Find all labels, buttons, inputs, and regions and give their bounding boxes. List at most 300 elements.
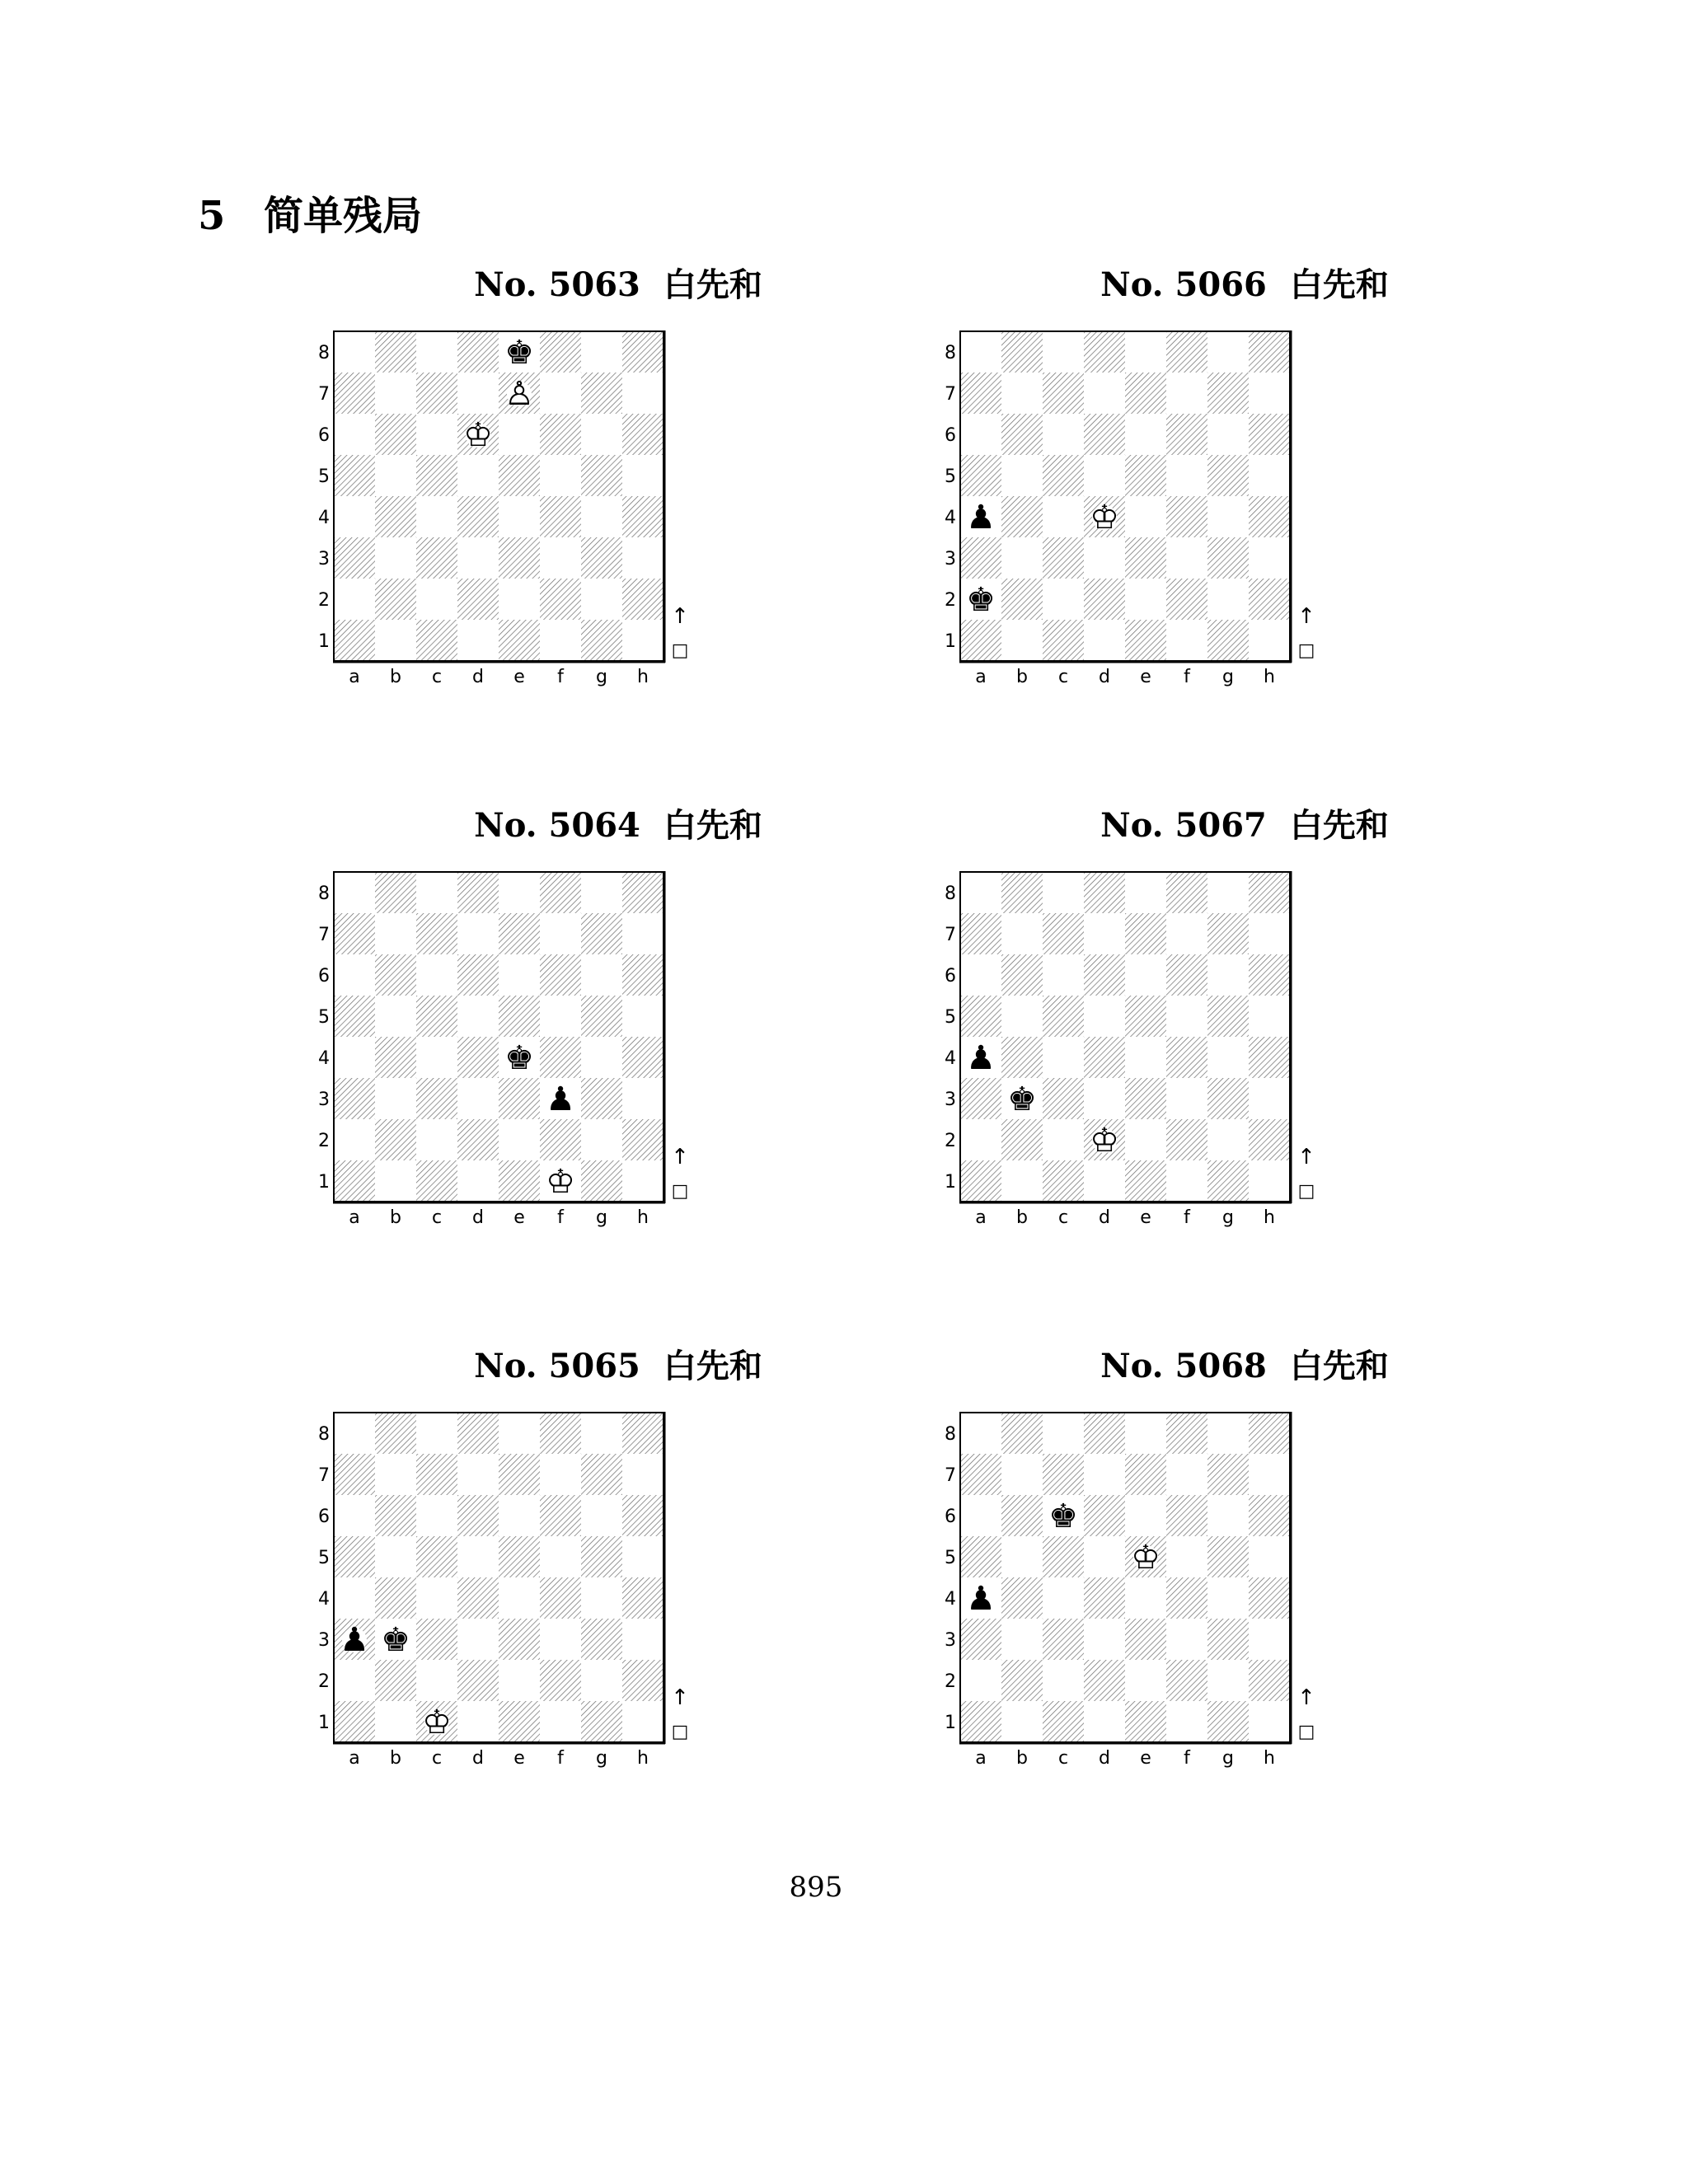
board-square-c3 — [1043, 1619, 1084, 1660]
board-square-b3 — [1001, 537, 1043, 579]
white-king-icon: ♔ — [546, 1163, 575, 1201]
board-square-d8 — [457, 331, 499, 373]
board-square-a6 — [334, 954, 375, 996]
rank-label: 6 — [318, 1507, 330, 1527]
board-square-c4 — [1043, 1037, 1084, 1078]
board-square-g8 — [581, 1413, 622, 1454]
board-square-b6 — [375, 414, 416, 455]
board-square-f6 — [1166, 414, 1207, 455]
board-square-a1 — [334, 1160, 375, 1202]
board-square-a2 — [334, 1660, 375, 1701]
board-square-d7 — [1084, 1454, 1125, 1495]
board-square-h1 — [622, 1701, 663, 1742]
board-square-a1 — [960, 1160, 1001, 1202]
board-square-h2 — [622, 1660, 663, 1701]
file-label: g — [596, 1748, 607, 1769]
board-square-e8 — [1125, 1413, 1166, 1454]
board-square-h2 — [1249, 1660, 1290, 1701]
board-square-c2 — [1043, 1119, 1084, 1160]
board-square-h2 — [1249, 579, 1290, 620]
board-square-f6 — [540, 1495, 581, 1536]
board-square-a8 — [960, 1413, 1001, 1454]
board-square-b8 — [375, 1413, 416, 1454]
board-square-f5 — [540, 996, 581, 1037]
board-square-c5 — [416, 1536, 457, 1577]
board-square-f4 — [1166, 496, 1207, 537]
board-square-e2 — [499, 1119, 540, 1160]
page-number: 895 — [789, 1871, 843, 1904]
board-square-g5 — [1207, 455, 1249, 496]
black-king-icon: ♚ — [1007, 1080, 1037, 1118]
board-square-b4 — [375, 1037, 416, 1078]
board-square-f7 — [1166, 1454, 1207, 1495]
board-square-d2 — [457, 579, 499, 620]
file-label: f — [557, 667, 564, 687]
chess-diagram-5063 — [318, 262, 907, 687]
file-label: e — [1140, 1207, 1151, 1228]
rank-label: 7 — [945, 925, 956, 945]
board-square-c1 — [1043, 1701, 1084, 1742]
board-square-c2 — [1043, 579, 1084, 620]
board-square-e2 — [1125, 1119, 1166, 1160]
board-square-f2 — [1166, 1660, 1207, 1701]
board-square-f7 — [540, 913, 581, 954]
board-square-f8 — [540, 1413, 581, 1454]
board-square-h2 — [1249, 1119, 1290, 1160]
black-pawn-icon: ♟ — [546, 1080, 575, 1118]
file-label: a — [349, 667, 360, 687]
board-square-b4 — [375, 496, 416, 537]
file-label: e — [1140, 667, 1151, 687]
board-square-g7 — [1207, 913, 1249, 954]
file-label: h — [1264, 667, 1275, 687]
board-square-b1 — [1001, 1160, 1043, 1202]
white-to-move-icon: □ — [1297, 1722, 1315, 1742]
board-square-e8 — [1125, 872, 1166, 913]
board-square-e4 — [1125, 496, 1166, 537]
board-square-b7 — [375, 913, 416, 954]
board-square-a7 — [334, 1454, 375, 1495]
board-square-a2 — [960, 1660, 1001, 1701]
rank-label: 7 — [318, 384, 330, 405]
chess-diagram-5066 — [945, 262, 1533, 687]
board-square-f4 — [1166, 1577, 1207, 1619]
board-square-h1 — [1249, 1701, 1290, 1742]
board-square-d4 — [457, 496, 499, 537]
board-square-f7 — [540, 1454, 581, 1495]
side-to-move-arrow-icon: ↑ — [1297, 604, 1315, 629]
board-square-h4 — [622, 1577, 663, 1619]
board-square-e5 — [1125, 996, 1166, 1037]
board-square-b2 — [1001, 1660, 1043, 1701]
board-square-e3 — [499, 537, 540, 579]
file-label: d — [1099, 1748, 1110, 1769]
diagram-stipulation: 白先和 — [1289, 266, 1389, 304]
board-square-g1 — [581, 1701, 622, 1742]
side-to-move-arrow-icon: ↑ — [1297, 1685, 1315, 1710]
board-square-e3 — [499, 1078, 540, 1119]
board-square-h5 — [622, 996, 663, 1037]
board-square-a1 — [334, 1701, 375, 1742]
board-square-b4 — [1001, 1037, 1043, 1078]
file-label: h — [637, 667, 649, 687]
rank-label: 6 — [318, 425, 330, 446]
board-square-a6 — [334, 414, 375, 455]
board-square-d5 — [1084, 996, 1125, 1037]
board-square-c5 — [416, 455, 457, 496]
board-square-a8 — [334, 872, 375, 913]
board-square-e5 — [499, 996, 540, 1037]
board-square-g2 — [1207, 1660, 1249, 1701]
board-square-e8 — [499, 872, 540, 913]
board-square-g5 — [1207, 1536, 1249, 1577]
diagram-number: No. 5066 — [1100, 265, 1267, 304]
rank-label: 8 — [318, 883, 330, 904]
board-square-h3 — [622, 1619, 663, 1660]
board-square-h1 — [1249, 1160, 1290, 1202]
board-square-f8 — [1166, 331, 1207, 373]
board-square-f8 — [540, 331, 581, 373]
white-king-icon: ♔ — [463, 416, 493, 454]
file-label: d — [1099, 667, 1110, 687]
board-square-g2 — [1207, 579, 1249, 620]
board-square-f2 — [540, 1119, 581, 1160]
board-square-c6 — [1043, 954, 1084, 996]
file-label: b — [1016, 667, 1028, 687]
board-square-b5 — [375, 996, 416, 1037]
board-square-e4 — [1125, 1037, 1166, 1078]
diagram-stipulation: 白先和 — [663, 807, 762, 845]
board-square-g6 — [1207, 954, 1249, 996]
file-label: a — [975, 1207, 987, 1228]
board-square-g2 — [581, 579, 622, 620]
board-square-d7 — [457, 373, 499, 414]
board-square-a2 — [334, 1119, 375, 1160]
board-square-b6 — [1001, 1495, 1043, 1536]
board-square-g6 — [581, 954, 622, 996]
rank-label: 3 — [318, 1630, 330, 1651]
board-square-d2 — [457, 1660, 499, 1701]
board-square-b2 — [1001, 579, 1043, 620]
board-square-h7 — [622, 1454, 663, 1495]
rank-label: 2 — [318, 1671, 330, 1692]
board-square-d4 — [1084, 1577, 1125, 1619]
board-square-d6 — [1084, 954, 1125, 996]
rank-label: 6 — [945, 966, 956, 987]
board-square-h8 — [1249, 331, 1290, 373]
board-square-h3 — [622, 1078, 663, 1119]
board-square-f4 — [1166, 1037, 1207, 1078]
board-square-h8 — [622, 1413, 663, 1454]
diagram-stipulation: 白先和 — [663, 266, 762, 304]
board-square-a4 — [334, 1037, 375, 1078]
file-label: g — [1222, 1748, 1234, 1769]
board-square-a5 — [334, 455, 375, 496]
board-square-h4 — [622, 1037, 663, 1078]
file-label: f — [557, 1207, 564, 1228]
board-square-a6 — [960, 1495, 1001, 1536]
board-square-c5 — [416, 996, 457, 1037]
white-to-move-icon: □ — [1297, 1181, 1315, 1202]
board-square-h7 — [1249, 913, 1290, 954]
board-square-f1 — [1166, 620, 1207, 661]
diagram-number: No. 5064 — [474, 806, 640, 845]
board-square-e6 — [1125, 414, 1166, 455]
black-pawn-icon: ♟ — [966, 1039, 996, 1077]
board-square-h3 — [1249, 537, 1290, 579]
board-square-g1 — [1207, 1701, 1249, 1742]
board-square-e5 — [499, 1536, 540, 1577]
board-square-h4 — [1249, 1037, 1290, 1078]
file-label: a — [975, 667, 987, 687]
file-label: g — [596, 1207, 607, 1228]
rank-label: 4 — [945, 1589, 956, 1610]
rank-label: 6 — [945, 1507, 956, 1527]
board-square-b8 — [375, 872, 416, 913]
board-square-b8 — [1001, 872, 1043, 913]
board-square-h6 — [1249, 414, 1290, 455]
file-label: b — [390, 667, 401, 687]
board-square-f1 — [1166, 1701, 1207, 1742]
board-square-g2 — [1207, 1119, 1249, 1160]
board-square-b5 — [375, 455, 416, 496]
board-square-c4 — [416, 496, 457, 537]
board-square-g1 — [581, 620, 622, 661]
file-label: f — [1184, 1207, 1190, 1228]
board-square-e2 — [1125, 1660, 1166, 1701]
board-square-f3 — [540, 1619, 581, 1660]
board-square-d5 — [457, 455, 499, 496]
board-square-c7 — [416, 1454, 457, 1495]
board-square-e5 — [499, 455, 540, 496]
file-label: a — [975, 1748, 987, 1769]
rank-label: 6 — [945, 425, 956, 446]
board-square-h1 — [622, 620, 663, 661]
rank-label: 4 — [945, 1048, 956, 1069]
board-square-c1 — [416, 1160, 457, 1202]
file-label: c — [1057, 1207, 1069, 1228]
board-square-e1 — [499, 1701, 540, 1742]
board-square-b8 — [1001, 331, 1043, 373]
board-square-g6 — [581, 1495, 622, 1536]
white-to-move-icon: □ — [671, 1722, 689, 1742]
board-square-h6 — [622, 414, 663, 455]
board-square-c4 — [1043, 496, 1084, 537]
board-square-g4 — [1207, 1037, 1249, 1078]
board-square-g4 — [1207, 496, 1249, 537]
board-square-d5 — [457, 996, 499, 1037]
board-square-g8 — [1207, 1413, 1249, 1454]
board-square-h5 — [1249, 1536, 1290, 1577]
board-square-b2 — [375, 579, 416, 620]
board-square-a7 — [960, 373, 1001, 414]
board-square-g7 — [581, 373, 622, 414]
board-square-c3 — [1043, 1078, 1084, 1119]
board-square-h7 — [622, 913, 663, 954]
rank-label: 3 — [318, 1090, 330, 1110]
board-square-f3 — [1166, 1619, 1207, 1660]
board-square-h5 — [622, 455, 663, 496]
file-label: d — [1099, 1207, 1110, 1228]
board-square-e3 — [1125, 1078, 1166, 1119]
rank-label: 8 — [318, 1424, 330, 1445]
rank-label: 5 — [318, 466, 330, 487]
board-square-c5 — [1043, 996, 1084, 1037]
board-square-d6 — [457, 954, 499, 996]
board-square-c8 — [416, 1413, 457, 1454]
board-square-a1 — [334, 620, 375, 661]
rank-label: 1 — [318, 1172, 330, 1193]
board-square-c4 — [1043, 1577, 1084, 1619]
board-square-g8 — [1207, 872, 1249, 913]
board-square-a6 — [334, 1495, 375, 1536]
board-square-a8 — [334, 331, 375, 373]
board-square-c3 — [416, 1078, 457, 1119]
board-square-d4 — [457, 1037, 499, 1078]
board-square-c4 — [416, 1037, 457, 1078]
board-square-d7 — [1084, 373, 1125, 414]
board-square-b7 — [375, 1454, 416, 1495]
black-pawn-icon: ♟ — [966, 499, 996, 537]
board-square-c8 — [416, 872, 457, 913]
file-label: f — [557, 1748, 564, 1769]
board-square-f5 — [1166, 996, 1207, 1037]
board-square-e2 — [1125, 579, 1166, 620]
board-square-f6 — [1166, 1495, 1207, 1536]
board-square-d7 — [1084, 913, 1125, 954]
board-square-a8 — [334, 1413, 375, 1454]
board-square-c6 — [416, 414, 457, 455]
board-square-c3 — [416, 1619, 457, 1660]
board-square-f4 — [540, 496, 581, 537]
file-label: e — [513, 667, 525, 687]
board-square-f8 — [1166, 872, 1207, 913]
board-square-b7 — [375, 373, 416, 414]
board-square-g2 — [581, 1119, 622, 1160]
board-square-f6 — [1166, 954, 1207, 996]
board-square-b7 — [1001, 1454, 1043, 1495]
board-square-c5 — [1043, 455, 1084, 496]
file-label: d — [472, 1207, 484, 1228]
board-square-b4 — [1001, 496, 1043, 537]
board-square-c7 — [1043, 913, 1084, 954]
board-square-g3 — [1207, 1619, 1249, 1660]
rank-label: 8 — [945, 1424, 956, 1445]
board-square-d3 — [1084, 1619, 1125, 1660]
file-label: c — [431, 1207, 443, 1228]
diagram-number: No. 5068 — [1100, 1347, 1267, 1385]
board-square-e6 — [499, 1495, 540, 1536]
black-king-icon: ♚ — [504, 1039, 534, 1077]
board-square-b3 — [375, 1078, 416, 1119]
board-square-d3 — [457, 1619, 499, 1660]
rank-label: 2 — [945, 1671, 956, 1692]
white-king-icon: ♔ — [1090, 1122, 1119, 1160]
board-square-h7 — [1249, 1454, 1290, 1495]
rank-label: 1 — [318, 631, 330, 652]
board-square-b1 — [375, 620, 416, 661]
board-square-b4 — [375, 1577, 416, 1619]
board-square-e1 — [1125, 620, 1166, 661]
board-square-f8 — [540, 872, 581, 913]
board-square-b1 — [1001, 1701, 1043, 1742]
board-square-f5 — [1166, 455, 1207, 496]
file-label: f — [1184, 1748, 1190, 1769]
board-square-f4 — [540, 1577, 581, 1619]
board-square-a8 — [960, 331, 1001, 373]
chessboard — [945, 1343, 1533, 1769]
section-title: 简单残局 — [264, 193, 423, 239]
section-number: 5 — [198, 193, 226, 239]
board-square-g3 — [1207, 537, 1249, 579]
rank-label: 6 — [318, 966, 330, 987]
file-label: f — [1184, 667, 1190, 687]
rank-label: 1 — [945, 631, 956, 652]
board-square-b5 — [375, 1536, 416, 1577]
board-square-h6 — [1249, 954, 1290, 996]
chessboard — [318, 803, 907, 1228]
board-square-h6 — [622, 954, 663, 996]
board-square-g6 — [581, 414, 622, 455]
board-square-h8 — [1249, 1413, 1290, 1454]
board-square-b2 — [1001, 1119, 1043, 1160]
board-square-d1 — [1084, 1701, 1125, 1742]
board-square-d2 — [1084, 1660, 1125, 1701]
board-square-a2 — [334, 579, 375, 620]
board-square-f6 — [540, 954, 581, 996]
file-label: a — [349, 1207, 360, 1228]
rank-label: 1 — [945, 1713, 956, 1733]
board-square-e7 — [499, 1454, 540, 1495]
board-square-c2 — [416, 579, 457, 620]
file-label: a — [349, 1748, 360, 1769]
rank-label: 2 — [945, 590, 956, 611]
diagram-stipulation: 白先和 — [1289, 807, 1389, 845]
board-square-e3 — [499, 1619, 540, 1660]
board-square-g3 — [581, 1619, 622, 1660]
board-square-h4 — [1249, 1577, 1290, 1619]
board-square-g1 — [1207, 620, 1249, 661]
board-square-b6 — [375, 1495, 416, 1536]
board-square-b7 — [1001, 913, 1043, 954]
board-square-h4 — [1249, 496, 1290, 537]
black-king-icon: ♚ — [966, 581, 996, 619]
board-square-a4 — [334, 496, 375, 537]
rank-label: 3 — [318, 549, 330, 569]
board-square-f1 — [540, 1701, 581, 1742]
rank-label: 5 — [945, 466, 956, 487]
file-label: e — [1140, 1748, 1151, 1769]
board-square-e2 — [499, 1660, 540, 1701]
board-square-h8 — [1249, 872, 1290, 913]
board-square-d8 — [1084, 1413, 1125, 1454]
rank-label: 3 — [945, 549, 956, 569]
board-square-d4 — [457, 1577, 499, 1619]
board-square-g7 — [581, 1454, 622, 1495]
board-square-a1 — [960, 1701, 1001, 1742]
file-label: g — [1222, 1207, 1234, 1228]
board-square-g6 — [1207, 414, 1249, 455]
board-square-g4 — [581, 496, 622, 537]
board-square-d7 — [457, 1454, 499, 1495]
board-square-g5 — [581, 1536, 622, 1577]
board-square-f3 — [1166, 537, 1207, 579]
board-square-a6 — [960, 954, 1001, 996]
board-square-e4 — [1125, 1577, 1166, 1619]
chess-diagram-5067 — [945, 803, 1533, 1228]
board-square-h1 — [1249, 620, 1290, 661]
section-heading — [198, 191, 422, 241]
